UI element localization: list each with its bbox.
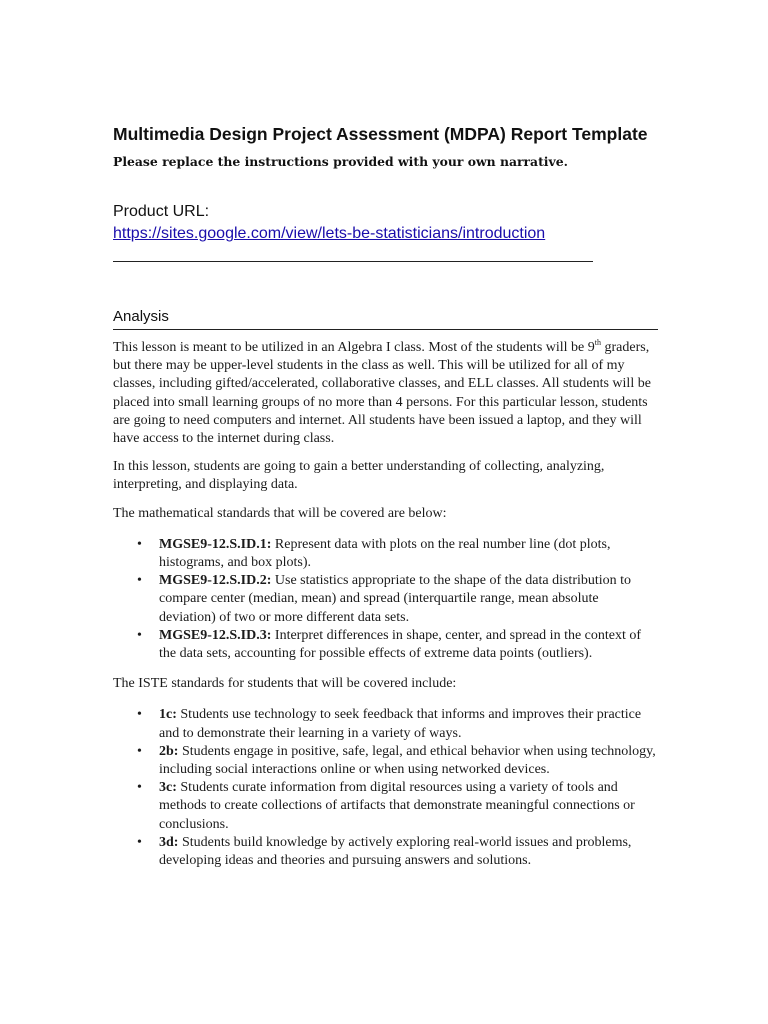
list-item — [113, 572, 658, 627]
math-standards-list — [113, 536, 658, 663]
bullet-icon: • — [137, 780, 142, 796]
list-item — [113, 627, 658, 663]
standard-text: Use statistics appropriate to the shape of the data distribution to compare center (median, mean) and spread (interquartile range, mean absolute deviation) of two or more different data sets. — [159, 573, 632, 625]
document-title: Multimedia Design Project Assessment (MDPA) Report Template — [113, 124, 648, 144]
bullet-icon: • — [137, 707, 142, 723]
iste-standards-list — [113, 706, 658, 870]
bullet-icon: • — [137, 834, 142, 850]
bullet-icon: • — [137, 743, 142, 759]
standard-code: 3c: — [159, 780, 177, 796]
list-item — [113, 536, 658, 572]
product-url-link[interactable]: https://sites.google.com/view/lets-be-statisticians/introduction — [113, 225, 546, 242]
analysis-paragraph-2: In this lesson, students are going to gain a better understanding of collecting, analyzing, interpreting, and displaying data. — [113, 459, 605, 493]
analysis-heading: Analysis — [113, 307, 658, 330]
document-subtitle: Please replace the instructions provided with your own narrative. — [113, 154, 568, 169]
paragraph-1-text-a: This lesson is meant to be utilized in an Algebra I class. Most of the students will be 9 — [113, 340, 595, 355]
document-content — [113, 122, 658, 870]
product-url-label: Product URL: — [113, 203, 210, 220]
list-item — [113, 779, 658, 834]
standard-code: 1c: — [159, 707, 177, 723]
standard-code: 3d: — [159, 834, 179, 850]
superscript-th: th — [594, 338, 601, 347]
standard-code: MGSE9-12.S.ID.3: — [159, 627, 272, 643]
bullet-icon: • — [137, 573, 142, 589]
standard-text: Students engage in positive, safe, legal, and ethical behavior when using technology, including social interactions online or when using networked devices. — [159, 743, 656, 778]
bullet-icon: • — [137, 627, 142, 643]
standard-code: 2b: — [159, 743, 179, 759]
standard-code: MGSE9-12.S.ID.1: — [159, 536, 272, 552]
standard-text: Students curate information from digital resources using a variety of tools and methods to create collections of artifacts that demonstrate meaningful connections or conclusions. — [159, 780, 635, 832]
list-item — [113, 834, 658, 870]
standard-code: MGSE9-12.S.ID.2: — [159, 573, 272, 589]
analysis-paragraph-3: The mathematical standards that will be covered are below: — [113, 505, 447, 521]
standard-text: Students build knowledge by actively exploring real-world issues and problems, developing ideas and theories and pursuing answers and solutions. — [159, 834, 632, 869]
list-item — [113, 706, 658, 742]
standard-text: Interpret differences in shape, center, and spread in the context of the data sets, accounting for possible effects of extreme data points (outliers). — [159, 627, 642, 662]
list-item — [113, 743, 658, 779]
bullet-icon: • — [137, 536, 142, 552]
paragraph-1-text-b: graders, but there may be upper-level students in the class as well. This will be utilized for all of my classes, including gifted/accelerated, collaborative classes, and ELL classes. All students will be placed into small learning groups of no more than 4 persons. For this particular lesson, students are going to need computers and internet. All students have been issued a laptop, and they will have access to the internet during class. — [113, 340, 651, 447]
analysis-paragraph-4: The ISTE standards for students that will be covered include: — [113, 676, 457, 692]
analysis-paragraph-1 — [113, 339, 658, 448]
separator-line — [113, 261, 593, 262]
standard-text: Represent data with plots on the real number line (dot plots, histograms, and box plots). — [159, 536, 611, 571]
standard-text: Students use technology to seek feedback that informs and improves their practice and to demonstrate their learning in a variety of ways. — [159, 707, 642, 741]
